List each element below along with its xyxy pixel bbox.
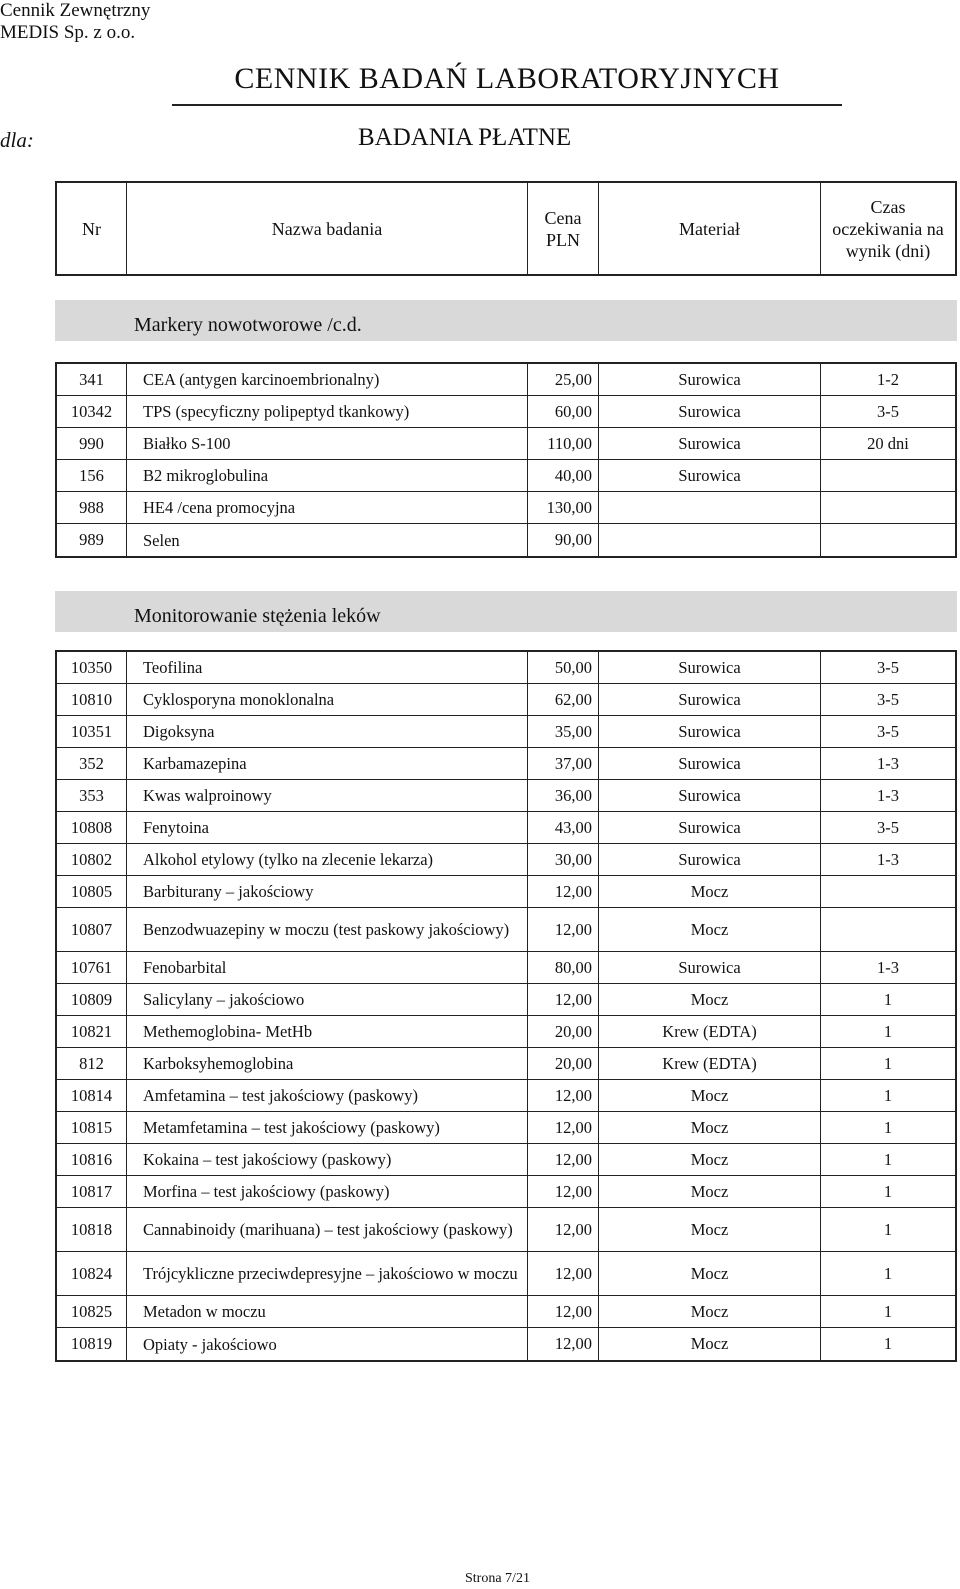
- dla-label: dla:: [0, 128, 34, 152]
- row-material: Surowica: [599, 460, 821, 491]
- row-days: 1: [883, 1181, 893, 1201]
- table-row: [57, 876, 955, 908]
- row-days: 1: [883, 1149, 893, 1169]
- row-price: 25,00: [528, 364, 599, 395]
- row-days: 3-5: [877, 817, 899, 837]
- row-price: 12,00: [528, 1208, 599, 1251]
- row-material: Mocz: [599, 876, 821, 907]
- table-row: [57, 1016, 955, 1048]
- row-days: 3-5: [877, 657, 899, 677]
- table-row: [57, 716, 955, 748]
- row-days: 1-3: [877, 957, 899, 977]
- row-days: 1: [883, 1263, 893, 1283]
- row-price: 12,00: [528, 1176, 599, 1207]
- table-row: [57, 1296, 955, 1328]
- row-price: 12,00: [528, 984, 599, 1015]
- row-name: HE4 /cena promocyjna: [127, 492, 528, 523]
- row-name: B2 mikroglobulina: [127, 460, 528, 491]
- row-material: Mocz: [599, 1176, 821, 1207]
- section-title-drug-monitoring: Monitorowanie stężenia leków: [55, 591, 957, 632]
- row-material: Surowica: [599, 844, 821, 875]
- row-name: Cannabinoidy (marihuana) – test jakościowy (paskowy): [127, 1208, 528, 1251]
- table-row: [57, 1176, 955, 1208]
- row-nr: 10807: [57, 908, 127, 951]
- table-row: [57, 780, 955, 812]
- column-header-price: Cena PLN: [528, 183, 599, 274]
- table-row: [57, 492, 955, 524]
- row-nr: 156: [57, 460, 127, 491]
- row-price: 20,00: [528, 1016, 599, 1047]
- row-price: 12,00: [528, 1080, 599, 1111]
- row-nr: 10802: [57, 844, 127, 875]
- row-name: Alkohol etylowy (tylko na zlecenie lekarza): [127, 844, 528, 875]
- row-material: Surowica: [599, 652, 821, 683]
- row-days: [821, 908, 955, 951]
- row-nr: 10342: [57, 396, 127, 427]
- table-tumor-markers: [55, 362, 957, 558]
- row-name: Morfina – test jakościowy (paskowy): [127, 1176, 528, 1207]
- table-row: [57, 428, 955, 460]
- title-underline: [172, 104, 842, 106]
- row-name: Methemoglobina- MetHb: [127, 1016, 528, 1047]
- row-days: [821, 460, 955, 491]
- row-price: 62,00: [528, 684, 599, 715]
- row-nr: 10350: [57, 652, 127, 683]
- row-nr: 10810: [57, 684, 127, 715]
- table-row: [57, 1080, 955, 1112]
- row-price: 35,00: [528, 716, 599, 747]
- row-days: 1: [883, 989, 893, 1009]
- row-price: 20,00: [528, 1048, 599, 1079]
- table-row: [57, 1328, 955, 1360]
- table-row: [57, 844, 955, 876]
- row-material: [599, 524, 821, 556]
- row-name: Metamfetamina – test jakościowy (paskowy): [127, 1112, 528, 1143]
- row-price: 50,00: [528, 652, 599, 683]
- row-price: 80,00: [528, 952, 599, 983]
- table-row: [57, 952, 955, 984]
- row-days: 1-3: [877, 849, 899, 869]
- document-subtitle: BADANIA PŁATNE: [358, 124, 572, 151]
- company-legal-name: MEDIS Sp. z o.o.: [0, 22, 136, 43]
- row-name: Salicylany – jakościowo: [127, 984, 528, 1015]
- row-days: [821, 492, 955, 523]
- row-days: 3-5: [877, 689, 899, 709]
- row-material: [599, 492, 821, 523]
- row-nr: 988: [57, 492, 127, 523]
- row-nr: 341: [57, 364, 127, 395]
- row-nr: 352: [57, 748, 127, 779]
- row-material: Krew (EDTA): [599, 1016, 821, 1047]
- row-days: 1: [883, 1301, 893, 1321]
- row-name: Karbamazepina: [127, 748, 528, 779]
- table-row: [57, 1048, 955, 1080]
- document-title: CENNIK BADAŃ LABORATORYJNYCH: [234, 62, 780, 95]
- column-header-material: Materiał: [599, 183, 821, 274]
- row-material: Mocz: [599, 1112, 821, 1143]
- row-name: Białko S-100: [127, 428, 528, 459]
- row-price: 36,00: [528, 780, 599, 811]
- table-row: [57, 812, 955, 844]
- row-price: 12,00: [528, 1112, 599, 1143]
- row-name: Karboksyhemoglobina: [127, 1048, 528, 1079]
- row-days: 1-3: [877, 753, 899, 773]
- row-material: Surowica: [599, 780, 821, 811]
- row-material: Surowica: [599, 812, 821, 843]
- row-material: Mocz: [599, 1296, 821, 1327]
- table-row: [57, 684, 955, 716]
- row-price: 40,00: [528, 460, 599, 491]
- row-price: 90,00: [528, 524, 599, 556]
- row-price: 12,00: [528, 876, 599, 907]
- row-nr: 10805: [57, 876, 127, 907]
- row-name: CEA (antygen karcinoembrionalny): [127, 364, 528, 395]
- column-header-nr: Nr: [57, 183, 127, 274]
- row-name: TPS (specyficzny polipeptyd tkankowy): [127, 396, 528, 427]
- row-material: Surowica: [599, 364, 821, 395]
- row-days: 1-2: [877, 369, 899, 389]
- row-days: 1: [883, 1334, 893, 1353]
- table-row: [57, 908, 955, 952]
- table-row: [57, 1252, 955, 1296]
- table-row: [57, 1208, 955, 1252]
- company-name: Cennik Zewnętrzny: [0, 0, 151, 21]
- row-nr: 10819: [57, 1328, 127, 1360]
- row-nr: 990: [57, 428, 127, 459]
- row-material: Mocz: [599, 1144, 821, 1175]
- row-nr: 10815: [57, 1112, 127, 1143]
- row-nr: 10808: [57, 812, 127, 843]
- table-row: [57, 652, 955, 684]
- row-days: [821, 876, 955, 907]
- row-material: Surowica: [599, 748, 821, 779]
- section-title-tumor-markers: Markery nowotworowe /c.d.: [55, 300, 957, 341]
- table-row: [57, 1112, 955, 1144]
- row-price: 30,00: [528, 844, 599, 875]
- row-material: Mocz: [599, 984, 821, 1015]
- row-price: 12,00: [528, 908, 599, 951]
- row-name: Trójcykliczne przeciwdepresyjne – jakościowo w moczu: [127, 1252, 528, 1295]
- row-nr: 10821: [57, 1016, 127, 1047]
- row-price: 12,00: [528, 1296, 599, 1327]
- row-nr: 989: [57, 524, 127, 556]
- row-days: 1-3: [877, 785, 899, 805]
- row-nr: 10351: [57, 716, 127, 747]
- row-name: Benzodwuazepiny w moczu (test paskowy jakościowy): [127, 908, 528, 951]
- row-price: 37,00: [528, 748, 599, 779]
- column-header-time: Czas oczekiwania na wynik (dni): [832, 196, 944, 261]
- table-row: [57, 460, 955, 492]
- table-row: [57, 1144, 955, 1176]
- row-material: Mocz: [599, 1080, 821, 1111]
- column-header-name: Nazwa badania: [127, 183, 528, 274]
- row-name: Teofilina: [127, 652, 528, 683]
- table-row: [57, 984, 955, 1016]
- row-nr: 10817: [57, 1176, 127, 1207]
- row-price: 60,00: [528, 396, 599, 427]
- row-nr: 10816: [57, 1144, 127, 1175]
- table-header: [55, 181, 957, 276]
- row-material: Mocz: [599, 908, 821, 951]
- row-name: Fenytoina: [127, 812, 528, 843]
- row-name: Fenobarbital: [127, 952, 528, 983]
- row-nr: 10761: [57, 952, 127, 983]
- table-row: [57, 524, 955, 556]
- row-name: Selen: [127, 524, 528, 556]
- row-days: [821, 524, 955, 556]
- row-price: 110,00: [528, 428, 599, 459]
- row-name: Digoksyna: [127, 716, 528, 747]
- row-days: 1: [883, 1085, 893, 1105]
- row-nr: 10814: [57, 1080, 127, 1111]
- row-name: Opiaty - jakościowo: [127, 1328, 528, 1360]
- row-price: 43,00: [528, 812, 599, 843]
- row-material: Krew (EDTA): [599, 1048, 821, 1079]
- row-nr: 10818: [57, 1208, 127, 1251]
- table-row: [57, 396, 955, 428]
- row-price: 12,00: [528, 1252, 599, 1295]
- row-price: 12,00: [528, 1328, 599, 1360]
- row-material: Surowica: [599, 716, 821, 747]
- row-price: 12,00: [528, 1144, 599, 1175]
- row-name: Kokaina – test jakościowy (paskowy): [127, 1144, 528, 1175]
- row-price: 130,00: [528, 492, 599, 523]
- row-name: Cyklosporyna monoklonalna: [127, 684, 528, 715]
- row-nr: 10824: [57, 1252, 127, 1295]
- row-nr: 10809: [57, 984, 127, 1015]
- row-days: 3-5: [877, 401, 899, 421]
- row-material: Mocz: [599, 1252, 821, 1295]
- row-material: Surowica: [599, 684, 821, 715]
- row-material: Surowica: [599, 428, 821, 459]
- row-days: 1: [883, 1021, 893, 1041]
- row-material: Mocz: [599, 1328, 821, 1360]
- table-row: [57, 364, 955, 396]
- row-days: 1: [883, 1117, 893, 1137]
- row-nr: 353: [57, 780, 127, 811]
- row-days: 20 dni: [867, 433, 909, 453]
- row-material: Surowica: [599, 952, 821, 983]
- row-name: Barbiturany – jakościowy: [127, 876, 528, 907]
- row-nr: 812: [57, 1048, 127, 1079]
- row-days: 1: [883, 1219, 893, 1239]
- row-material: Mocz: [599, 1208, 821, 1251]
- row-material: Surowica: [599, 396, 821, 427]
- row-name: Amfetamina – test jakościowy (paskowy): [127, 1080, 528, 1111]
- row-days: 1: [883, 1053, 893, 1073]
- row-name: Metadon w moczu: [127, 1296, 528, 1327]
- row-name: Kwas walproinowy: [127, 780, 528, 811]
- table-row: [57, 748, 955, 780]
- page-number: Strona 7/21: [465, 1571, 530, 1586]
- row-days: 3-5: [877, 721, 899, 741]
- row-nr: 10825: [57, 1296, 127, 1327]
- table-drug-monitoring: [55, 650, 957, 1362]
